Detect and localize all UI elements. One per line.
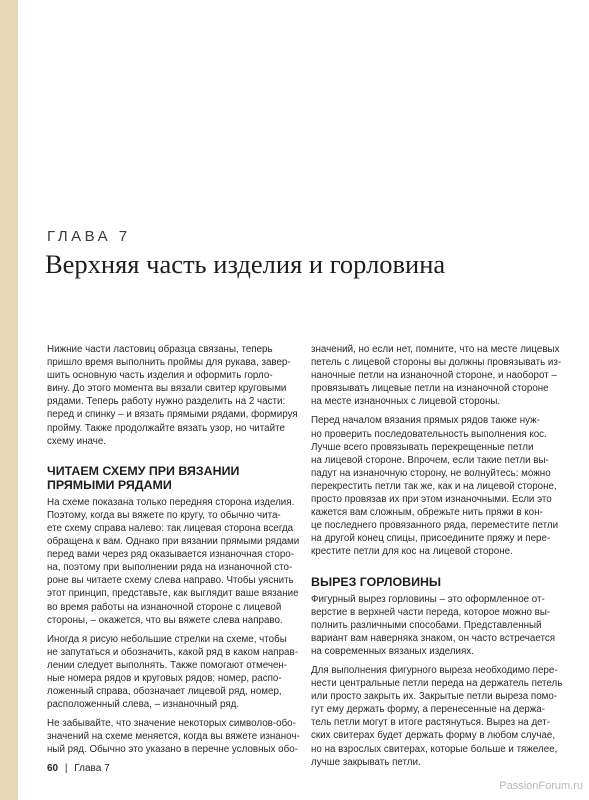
text-line: шить основную часть изделия и оформить горло- (47, 370, 273, 382)
text-line: перед вами через ряд оказывается изнаночная сторо- (47, 549, 295, 561)
text-line: на лицевой стороне. Впрочем, если такие петли вы- (311, 454, 549, 466)
text-line: роне вы читаете схему слева направо. Чтобы уяснить (47, 575, 294, 587)
text-line: на, поэтому при выполнении ряда на изнаночной сто- (47, 562, 293, 574)
intro-paragraph (47, 343, 298, 448)
text-line: значений на схеме меняется, когда вы вяжете изнаноч- (47, 731, 300, 743)
text-line: лении следует выполнять. Также помогают отмечен- (47, 659, 288, 671)
chapter-label: ГЛАВА 7 (47, 228, 131, 245)
text-line: ный ряд. Обычно это указано в перечне условных обо- (47, 744, 298, 756)
section-heading-neckline (311, 575, 551, 589)
text-line: вариант вам наверняка знаком, он часто встречается (311, 632, 556, 644)
text-line: гут ему держать форму, а перенесенные на держа- (311, 704, 545, 716)
left-column (47, 343, 300, 763)
page-number: 60 (47, 763, 59, 774)
paragraph (47, 717, 300, 756)
text-line: ные номера рядов и круговых рядов: номер, распо- (47, 672, 282, 684)
text-line: пройму. Также продолжайте вязать узор, но читайте (47, 422, 285, 434)
text-line: просто провязав их при этом изнаночными. Если это (311, 494, 552, 506)
text-line: или просто закрыть их. Закрытые петли выреза помо- (311, 691, 558, 703)
text-line: крестите петли для кос на лицевой стороне. (311, 546, 513, 558)
text-line: Поэтому, когда вы вяжете по кругу, то обычно чита- (47, 509, 281, 521)
text-line: схему иначе. (47, 435, 106, 447)
text-line: Нижние части ластовиц образца связаны, теперь (47, 344, 273, 355)
text-line: Иногда я рисую небольшие стрелки на схеме, чтобы (47, 633, 287, 645)
text-line: полнить различными способами. Представленный (311, 619, 542, 631)
paragraph (311, 343, 562, 408)
text-line: лучше закрывать петли. (311, 756, 421, 768)
right-column (311, 343, 563, 775)
page-footer (47, 763, 110, 774)
page-title: Верхняя часть изделия и горловина (45, 249, 446, 279)
text-line: нести центральные петли переда на держатель петель (311, 678, 563, 690)
text-line: Для выполнения фигурного выреза необходимо пере- (311, 664, 558, 676)
footer-section-label: Глава 7 (74, 763, 110, 774)
text-line: во время работы на изнаночной стороне с лицевой (47, 601, 282, 613)
heading-line: ПРЯМЫМИ РЯДАМИ (47, 477, 172, 492)
watermark: PassionForum.ru (499, 780, 583, 792)
text-line: на месте изнаночных с лицевой стороны. (311, 396, 501, 408)
text-line: Перед началом вязания прямых рядов также нуж- (311, 415, 540, 427)
text-line: провязывать лицевые петли на изнаночной стороне (311, 383, 549, 395)
text-line: ских свитерах будет держать форму в любом случае, (311, 730, 556, 742)
paragraph (311, 593, 556, 658)
text-line: верстие в верхней части переда, которое можно вы- (311, 606, 551, 618)
text-line: перед и спинку – и вязать прямыми рядами, формируя (47, 409, 298, 421)
text-line: на современных вязаных изделиях. (311, 645, 474, 657)
paragraph (47, 496, 300, 627)
text-line: но на взрослых свитерах, которые больше и тяжелее, (311, 743, 558, 755)
text-line: перекрестить петли так же, как и на лицевой стороне, (311, 480, 557, 492)
text-line: ете схему справа налево: так лицевая сторона всегда (47, 522, 294, 534)
text-line: вину. До этого момента вы вязали свитер круговыми (47, 383, 287, 395)
heading-line: ВЫРЕЗ ГОРЛОВИНЫ (311, 574, 442, 589)
text-line: обращена к вам. Однако при вязании прямыми рядами (47, 536, 300, 548)
text-line: на другой конец спицы, присоедините пряжу и пере- (311, 533, 551, 545)
paragraph (47, 633, 298, 712)
paragraph (311, 414, 559, 558)
text-line: расположенный слева, – изнаночный ряд. (47, 699, 240, 711)
decorative-side-strip (0, 0, 18, 800)
text-line: Не забывайте, что значение некоторых символов-обо- (47, 718, 296, 730)
text-line: ложенный справа, обозначает лицевой ряд, номер, (47, 686, 282, 698)
text-line: кажется вам сложным, обрежьте нить пряжи в кон- (311, 507, 543, 519)
heading-line: ЧИТАЕМ СХЕМУ ПРИ ВЯЗАНИИ (47, 463, 240, 478)
text-line: Фигурный вырез горловины – это оформленное от- (311, 593, 545, 605)
text-line: тель петли могут в итоге растянуться. Вырез на дет- (311, 717, 551, 729)
text-line: наночные петли на изнаночной стороне, и наоборот – (311, 370, 557, 382)
text-line: пришло время выполнить проймы для рукава, завер- (47, 357, 291, 369)
text-line: этот принцип, представьте, как выглядит ваше вязание (47, 588, 299, 600)
text-line: На схеме показана только передняя сторона изделия. (47, 496, 295, 508)
text-line: Лучше всего провязывать перекрещенные петли (311, 441, 534, 453)
footer-separator: | (64, 763, 68, 774)
text-line: но проверить последовательность выполнения кос. (311, 428, 547, 440)
text-line: петель с лицевой стороны вы должны провязывать из- (311, 357, 562, 369)
text-line: це последнего провязанного ряда, переместите петли (311, 520, 559, 532)
text-line: стороны, – окажется, что вы вяжете слева направо. (47, 614, 283, 626)
text-line: рядами. Теперь работу нужно разделить на 2 части: (47, 396, 286, 408)
paragraph (311, 664, 563, 769)
text-line: падут на изнаночную сторону, не волнуйтесь: можно (311, 467, 551, 479)
section-heading-reading-chart (47, 464, 287, 492)
text-line: не запутаться и обозначить, какой ряд в каком направ- (47, 646, 298, 658)
text-line: значений, но если нет, помните, что на месте лицевых (311, 344, 560, 355)
